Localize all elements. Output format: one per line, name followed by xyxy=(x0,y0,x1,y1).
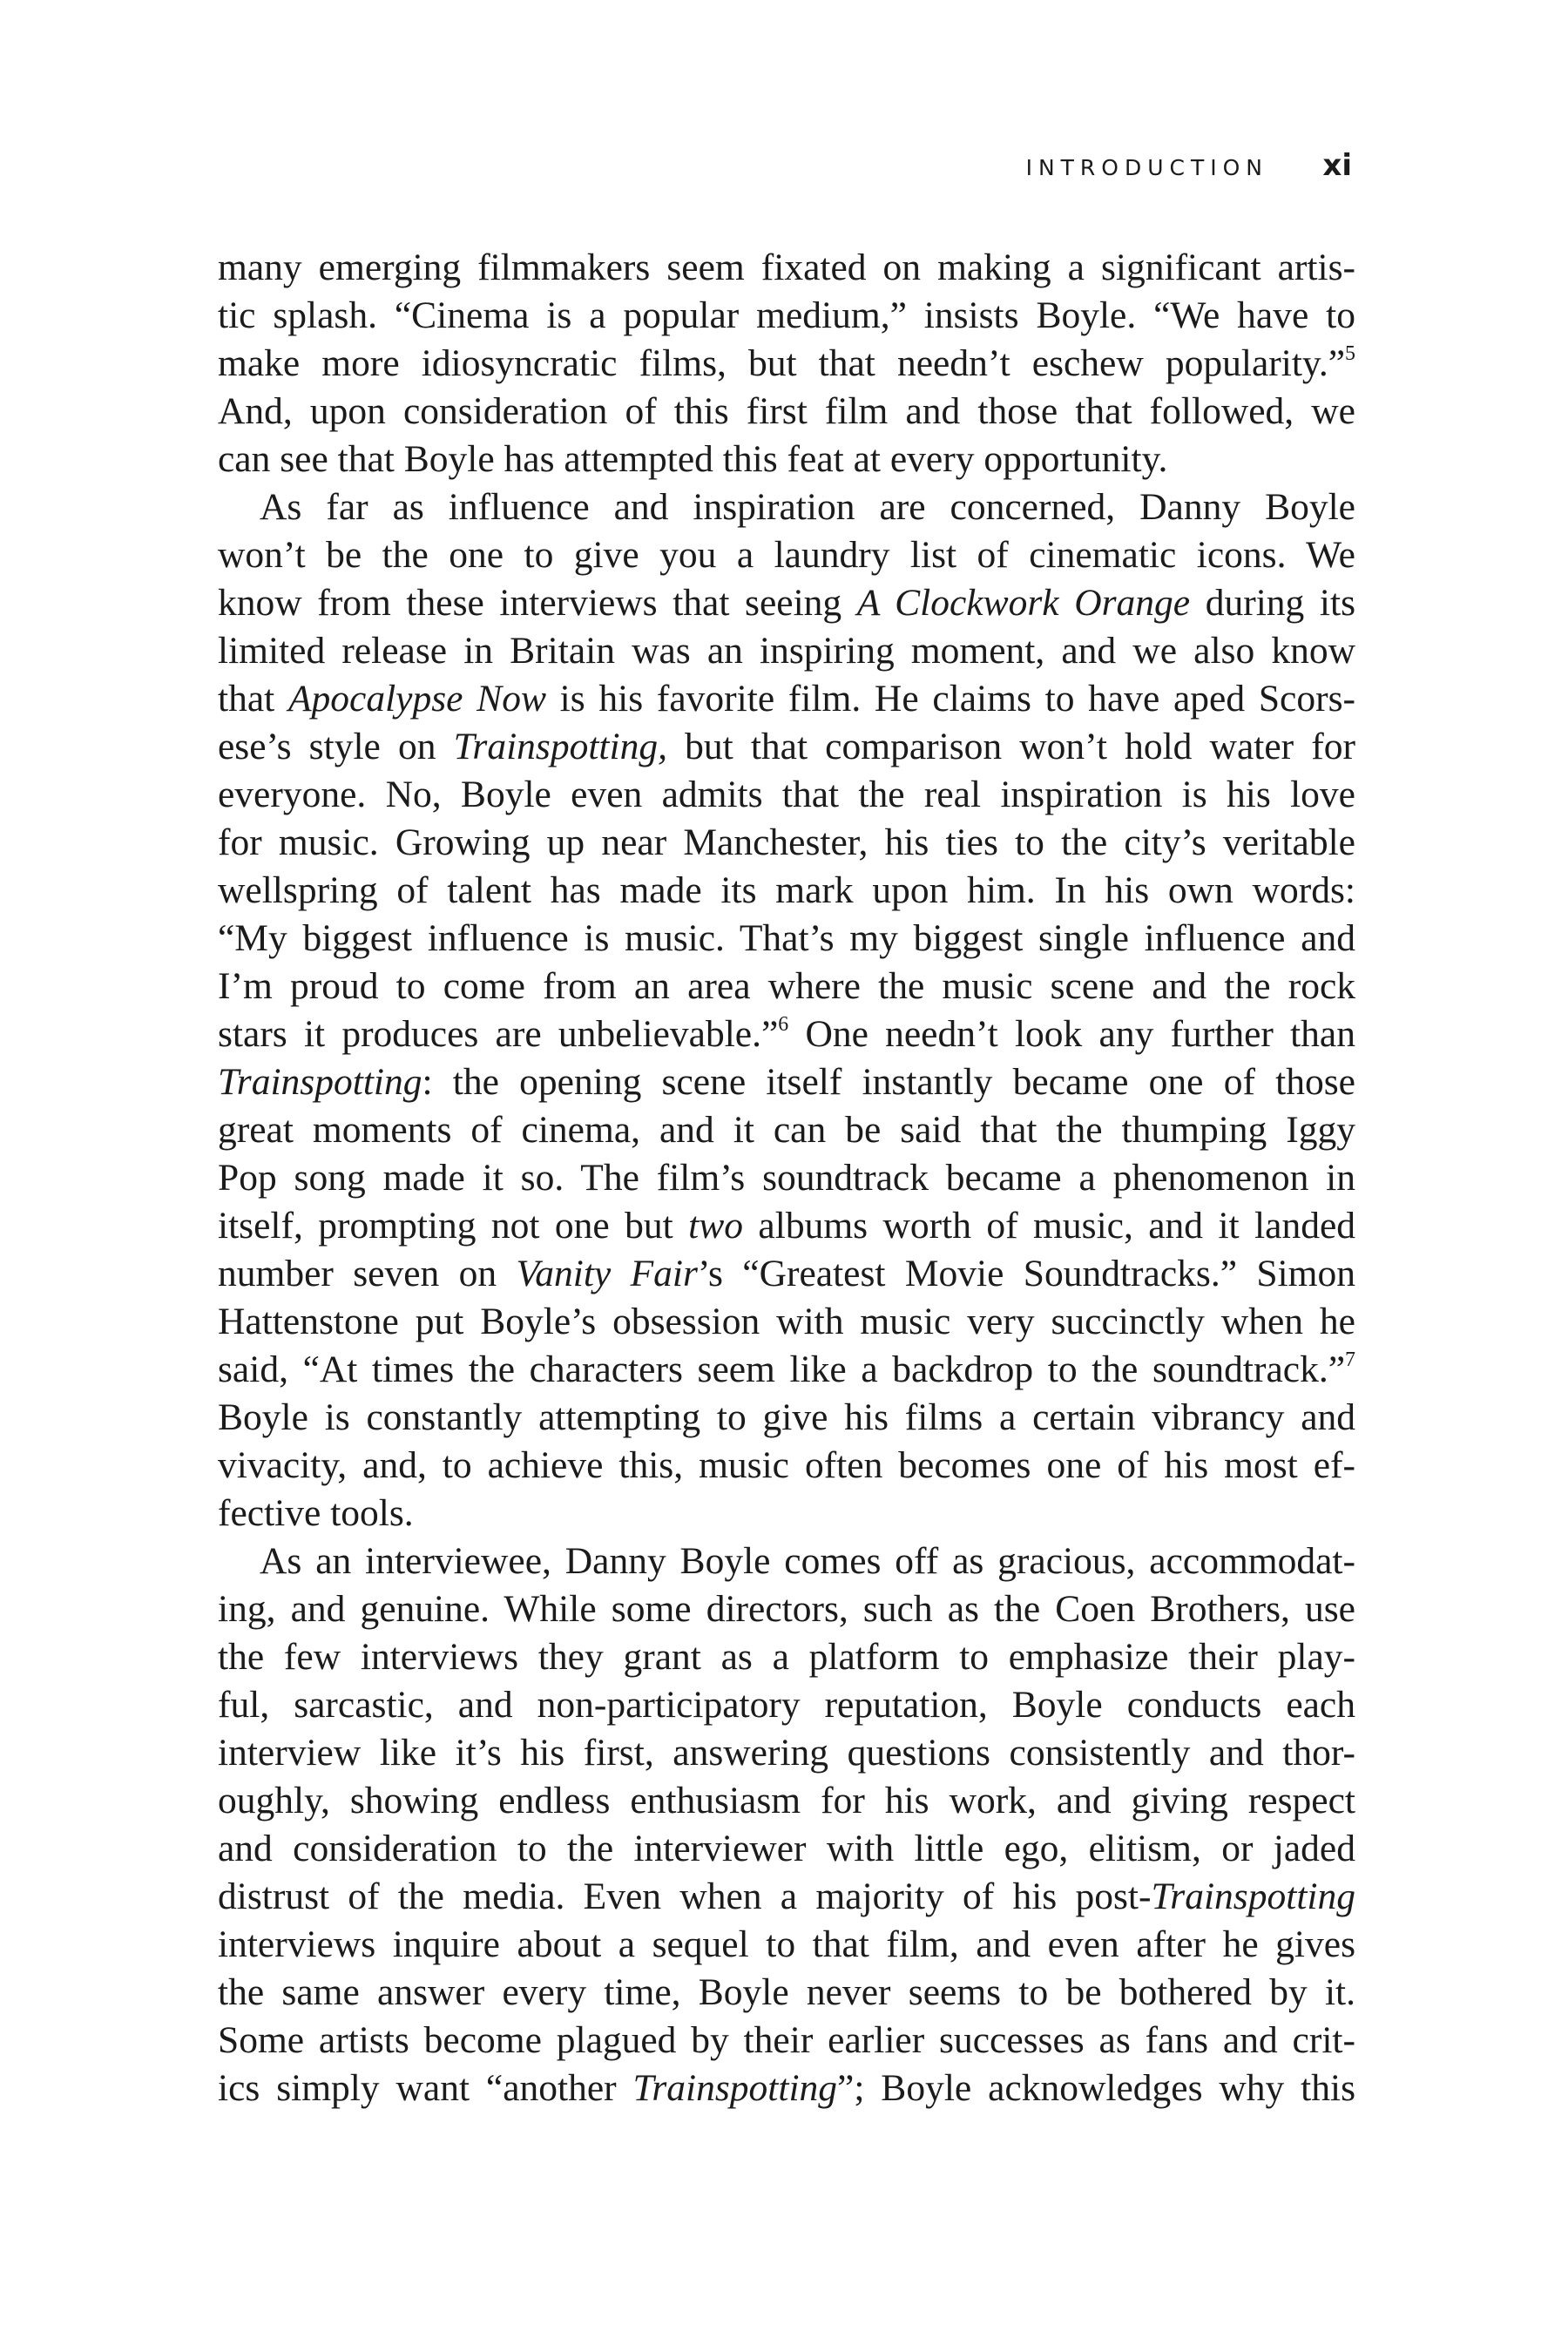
text-run: ”; Boyle acknowledges why this xyxy=(837,2067,1355,2109)
text-line xyxy=(218,819,1355,867)
italic-title: A Clockwork Orange xyxy=(856,582,1191,624)
italic-title: Apocalypse Now xyxy=(287,678,546,720)
text-run: that xyxy=(218,678,288,720)
italic-title: Trainspotting xyxy=(1151,1876,1355,1917)
text-line xyxy=(218,771,1355,819)
text-line xyxy=(218,1538,1355,1585)
text-run: ing, and genuine. While some directors, such as the Coen Brothers, use xyxy=(218,1588,1355,1630)
text-run: distrust of the media. Even when a majority of his post- xyxy=(218,1876,1152,1917)
text-run: Boyle is constantly attempting to give his films a certain vibrancy and xyxy=(218,1396,1355,1438)
text-line xyxy=(218,1681,1355,1729)
text-line xyxy=(218,1585,1355,1633)
italic-title: two xyxy=(688,1205,744,1247)
text-run: oughly, showing endless enthusiasm for his work, and giving respect xyxy=(218,1780,1355,1821)
running-title: INTRODUCTION xyxy=(1025,155,1268,180)
text-run: itself, prompting not one but xyxy=(218,1205,689,1247)
text-line xyxy=(218,1969,1355,2017)
text-run: Some artists become plagued by their earlier successes as fans and crit- xyxy=(218,2019,1355,2061)
text-line xyxy=(218,1154,1355,1202)
text-run: “My biggest influence is music. That’s my biggest single influence and xyxy=(218,917,1355,959)
text-run: And, upon consideration of this first film and those that followed, we xyxy=(218,390,1355,432)
text-run: As far as influence and inspiration are concerned, Danny Boyle xyxy=(260,486,1355,528)
italic-title: Trainspotting xyxy=(632,2067,838,2109)
text-run: said, “At times the characters seem like a backdrop to the soundtrack.” xyxy=(218,1348,1346,1390)
text-run: great moments of cinema, and it can be said that the thumping Iggy xyxy=(218,1109,1355,1151)
text-line xyxy=(218,1250,1355,1298)
text-run: ’s “Greatest Movie Soundtracks.” Simon xyxy=(697,1253,1355,1294)
text-run: ful, sarcastic, and non-participatory reputation, Boyle conducts each xyxy=(218,1684,1355,1726)
text-line xyxy=(218,867,1355,915)
text-run: stars it produces are unbelievable.” xyxy=(218,1013,779,1055)
text-run: limited release in Britain was an inspiring moment, and we also know xyxy=(218,630,1355,672)
text-run: One needn’t look any further than xyxy=(788,1013,1355,1055)
text-run: make more idiosyncratic films, but that needn’t eschew popularity.” xyxy=(218,342,1346,384)
text-line xyxy=(218,627,1355,675)
text-run: interviews inquire about a sequel to that film, and even after he gives xyxy=(218,1923,1355,1965)
text-run: number seven on xyxy=(218,1253,517,1294)
text-run: Hattenstone put Boyle’s obsession with music very succinctly when he xyxy=(218,1301,1355,1342)
text-line xyxy=(218,244,1355,292)
text-run: won’t be the one to give you a laundry list of cinematic icons. We xyxy=(218,534,1355,576)
text-line xyxy=(218,1825,1355,1873)
italic-title: Trainspotting xyxy=(218,1061,422,1103)
running-head xyxy=(218,150,1355,185)
text-run: As an interviewee, Danny Boyle comes off as gracious, accommodat- xyxy=(260,1540,1355,1582)
text-run: vivacity, and, to achieve this, music often becomes one of his most ef- xyxy=(218,1444,1355,1486)
italic-title: Vanity Fair xyxy=(516,1253,698,1294)
text-run: interview like it’s his first, answering questions consistently and thor- xyxy=(218,1732,1355,1774)
text-line xyxy=(218,2017,1355,2065)
text-line xyxy=(218,675,1355,723)
text-run: the few interviews they grant as a platform to emphasize their play- xyxy=(218,1636,1355,1678)
text-run: I’m proud to come from an area where the music scene and the rock xyxy=(218,965,1355,1007)
text-line xyxy=(218,963,1355,1010)
footnote-ref: 5 xyxy=(1345,342,1355,366)
text-run: the same answer every time, Boyle never seems to be bothered by it. xyxy=(218,1971,1355,2013)
text-run: fective tools. xyxy=(218,1492,414,1534)
text-run: for music. Growing up near Manchester, his ties to the city’s veritable xyxy=(218,821,1355,863)
text-run: know from these interviews that seeing xyxy=(218,582,857,624)
text-run: can see that Boyle has attempted this feat at every opportunity. xyxy=(218,438,1168,480)
text-line xyxy=(218,1058,1355,1106)
text-run: ics simply want “another xyxy=(218,2067,633,2109)
text-run: but that comparison won’t hold water for xyxy=(666,726,1356,767)
text-line xyxy=(218,579,1355,627)
text-line xyxy=(218,340,1355,388)
page-number: xi xyxy=(1322,148,1352,183)
text-line xyxy=(218,1873,1355,1921)
text-line xyxy=(218,2065,1355,2112)
footnote-ref: 7 xyxy=(1345,1348,1355,1372)
text-line xyxy=(218,1298,1355,1346)
text-run: during its xyxy=(1190,582,1355,624)
text-line xyxy=(218,1346,1355,1394)
text-line xyxy=(218,1777,1355,1825)
text-run: many emerging filmmakers seem fixated on making a significant artis- xyxy=(218,247,1355,288)
text-line xyxy=(218,1202,1355,1250)
text-line xyxy=(218,388,1355,436)
text-run: : the opening scene itself instantly became one of those xyxy=(422,1061,1355,1103)
text-line xyxy=(218,436,1355,483)
text-run: ese’s style on xyxy=(218,726,454,767)
text-line xyxy=(218,723,1355,771)
text-run: is his favorite film. He claims to have aped Scors- xyxy=(545,678,1355,720)
text-run: everyone. No, Boyle even admits that the real inspiration is his love xyxy=(218,774,1355,815)
italic-title: Trainspotting, xyxy=(453,726,667,767)
text-line xyxy=(218,483,1355,531)
text-line xyxy=(218,292,1355,340)
text-line xyxy=(218,1106,1355,1154)
text-line xyxy=(218,1490,1355,1538)
text-line xyxy=(218,915,1355,963)
footnote-ref: 6 xyxy=(778,1013,789,1037)
text-run: wellspring of talent has made its mark upon him. In his own words: xyxy=(218,869,1355,911)
text-line xyxy=(218,1633,1355,1681)
text-run: albums worth of music, and it landed xyxy=(743,1205,1356,1247)
text-line xyxy=(218,1442,1355,1490)
body-text xyxy=(218,244,1355,2112)
text-line xyxy=(218,531,1355,579)
text-run: tic splash. “Cinema is a popular medium,” insists Boyle. “We have to xyxy=(218,294,1355,336)
text-run: Pop song made it so. The film’s soundtrack became a phenomenon in xyxy=(218,1157,1355,1199)
text-line xyxy=(218,1394,1355,1442)
text-line xyxy=(218,1010,1355,1058)
text-line xyxy=(218,1729,1355,1777)
text-run: and consideration to the interviewer with little ego, elitism, or jaded xyxy=(218,1828,1355,1869)
text-line xyxy=(218,1921,1355,1969)
